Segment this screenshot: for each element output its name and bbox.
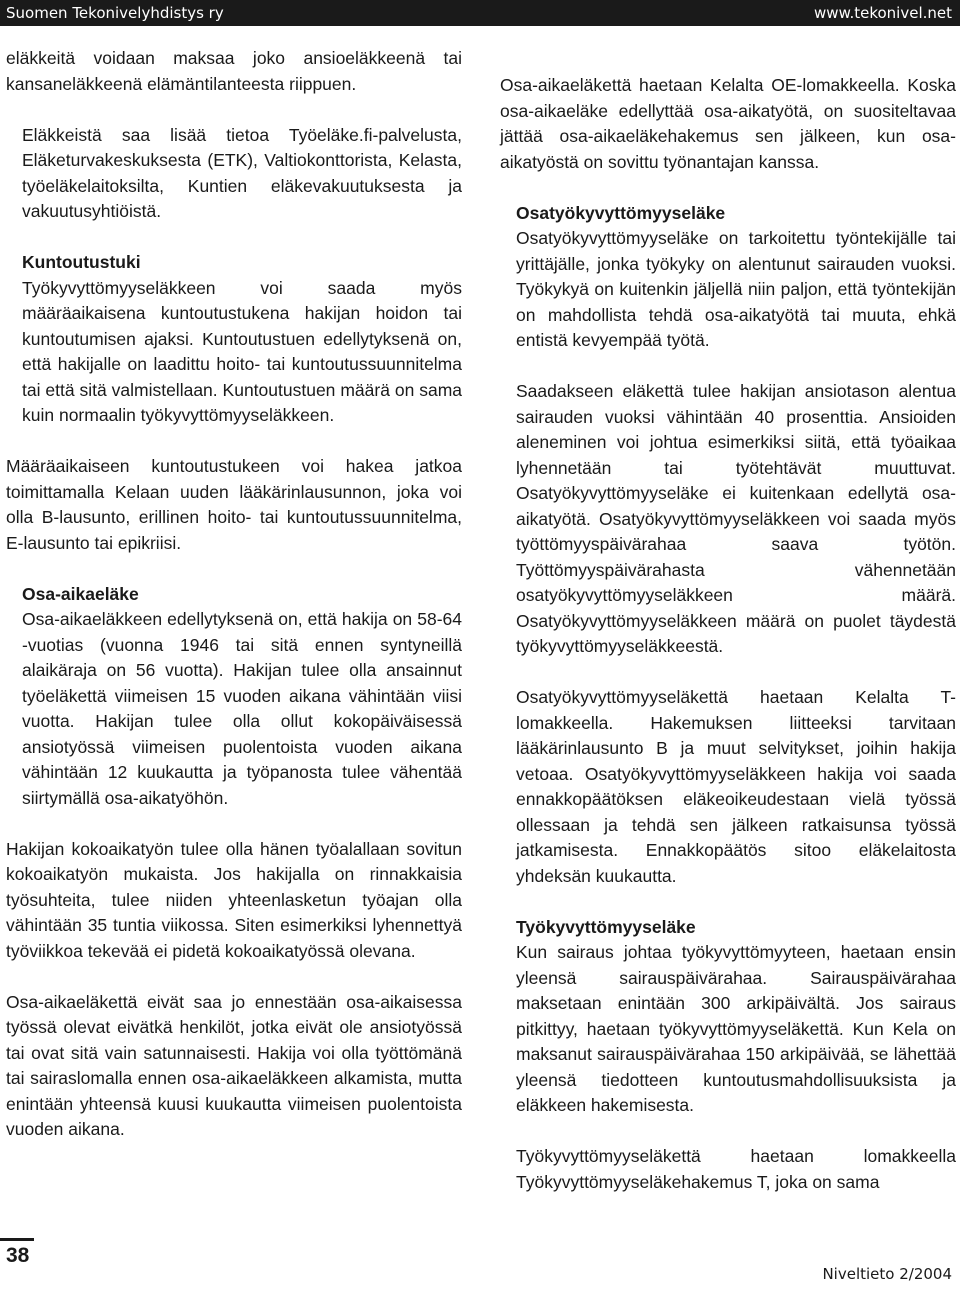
section-body: Työkyvyttömyyseläkkeen voi saada myös määräaikaisena kuntoutustukena hakijan hoidon tai kuntoutumisen ajaksi. Kuntoutustuen edellytyksenä on, että hakijalle on laadittu hoito- tai kuntoutussuunnitelma tai että sitä valmistellaan. Kuntoutustuen määrä on sama kuin normaalin työkyvyttömyyseläkkeen.: [22, 277, 462, 425]
website-url[interactable]: www.tekonivel.net: [814, 4, 952, 22]
paragraph: Osa-aikaeläkettä eivät saa jo ennestään osa-aikaisessa työssä olevat eivätkä henkilöt, jotka eivät ole ansiotyössä tai ovat sitä vain satunnaisesti. Hakija voi olla työttömänä tai sairaslomalla ennen osa-aikaeläkkeen alkamista, mutta enintään yhteensä kuusi kuukautta viimeisen puolentoista vuoden aikana.: [6, 991, 462, 1139]
right-column: [500, 73, 956, 1195]
section-heading: Osa-aikaeläke: [22, 583, 139, 604]
section-tyokyvyttomyyselake: [500, 915, 956, 1119]
section-osatyokyvyttomyyselake: [500, 201, 956, 354]
section-body: Osa-aikaeläkkeen edellytyksenä on, että hakija on 58-64 -vuotias (vuonna 1946 tai sitä ennen syntyneillä alaikäraja on 56 vuotta). Hakijan tulee olla ansainnut työeläkettä viimeisen 15 vuoden aikana vähintään viisi vuotta. Hakijan tulee olla ollut kokopäiväisessä ansiotyössä viimeisen puolentoista vuoden aikana vähintään 12 kuukautta ja työpanosta tulee vähentää siirtymällä osa-aikatyöhön.: [22, 609, 462, 808]
section-body: Osatyökyvyttömyyseläke on tarkoitettu työntekijälle tai yrittäjälle, jonka työkyky on alentunut sairauden vuoksi. Työkykyä on kuitenkin jäljellä niin paljon, että työntekijän on mahdollista tehdä osa-aikatyötä tai muuta, ehkä entistä kevyempää työtä.: [516, 228, 956, 350]
section-osa-aikaelake: [6, 582, 462, 812]
paragraph: Eläkkeistä saa lisää tietoa Työeläke.fi-palvelusta, Eläketurvakeskuksesta (ETK), Valtiokonttorista, Kelasta, työeläkelaitoksilta, Kuntien eläkevakuutuksesta ja vakuutusyhtiöistä.: [22, 124, 462, 221]
paragraph: Saadakseen eläkettä tulee hakijan ansiotason alentua sairauden vuoksi vähintään 40 prosenttia. Ansioiden aleneminen voi johtua esimerkiksi siitä, että työaikaa lyhennetään tai työtehtävät muuttuvat. Osatyökyvyttömyyseläke ei kuitenkaan edellytä osa-aikatyötä. Osatyökyvyttömyyseläkkeen voi saada myös työttömyyspäivärahaa saava työtön. Työttömyyspäivärahasta vähennetään osatyökyvyttömyyseläkkeen määrä. Osatyökyvyttömyyseläkkeen määrä on puolet täydestä työkyvyttömyyseläkkeestä.: [516, 381, 956, 656]
header-bar: [0, 0, 960, 26]
paragraph: Osatyökyvyttömyyseläkettä haetaan Kelalta T-lomakkeella. Hakemuksen liitteeksi tarvitaan lääkärinlausunto B ja muut selvitykset, joihin hakija vetoaa. Osatyökyvyttömyyseläkkeen hakija voi saada ennakkopäätöksen eläkeoikeudestaan vielä työssä ollessaan ja tehdä sen jälkeen ratkaisunsa työssä jatkamisesta. Ennakkopäätös sitoo eläkelaitosta yhdeksän kuukautta.: [516, 687, 956, 886]
section-kuntoutustuki: [6, 250, 462, 429]
page-number: 38: [6, 1244, 30, 1267]
paragraph: Osa-aikaeläkettä haetaan Kelalta OE-lomakkeella. Koska osa-aikaeläke edellyttää osa-aikatyötä, on suositeltavaa jättää osa-aikaeläkehakemus sen jälkeen, kun osa-aikatyöstä on sovittu työnantajan kanssa.: [500, 75, 956, 172]
footer-rule: [0, 1238, 34, 1241]
paragraph: eläkkeitä voidaan maksaa joko ansioeläkkeenä tai kansaneläkkeenä elämäntilanteesta riippuen.: [6, 48, 462, 94]
paragraph: Hakijan kokoaikatyön tulee olla hänen työalallaan sovitun kokoaikatyön mukaista. Jos hakijalla on rinnakkaisia työsuhteita, tulee niiden yhteenlasketun työajan olla vähintään 35 tuntia viikossa. Siten esimerkiksi lyhennettyä työviikkoa tekevää ei pidetä kokoaikatyössä olevana.: [6, 838, 462, 961]
section-heading: Kuntoutustuki: [22, 252, 141, 272]
section-body: Kun sairaus johtaa työkyvyttömyyteen, haetaan ensin yleensä sairauspäivärahaa. Sairauspäivärahaa maksetaan enintään 300 arkipäivältä. Jos sairaus pitkittyy, haetaan työkyvyttömyyseläkettä. Kun Kela on maksanut sairauspäivärahaa 150 arkipäivää, se lähettää yleensä tiedotteen kuntoutusmahdollisuuksista ja eläkkeen hakemisesta.: [516, 942, 956, 1115]
organization-name: Suomen Tekonivelyhdistys ry: [6, 4, 224, 22]
paragraph: Määräaikaiseen kuntoutustukeen voi hakea jatkoa toimittamalla Kelaan uuden lääkärinlausunnon, joka voi olla B-lausunto, erillinen hoito- tai kuntoutussuunnitelma, E-lausunto tai epikriisi.: [6, 456, 462, 553]
issue-label: Niveltieto 2/2004: [822, 1265, 952, 1283]
paragraph: Työkyvyttömyyseläkettä haetaan lomakkeella Työkyvyttömyyseläkehakemus T, joka on sama: [516, 1146, 956, 1192]
section-heading: Osatyökyvyttömyyseläke: [516, 202, 726, 223]
section-heading: Työkyvyttömyyseläke: [516, 916, 696, 937]
left-column: [6, 46, 462, 1143]
